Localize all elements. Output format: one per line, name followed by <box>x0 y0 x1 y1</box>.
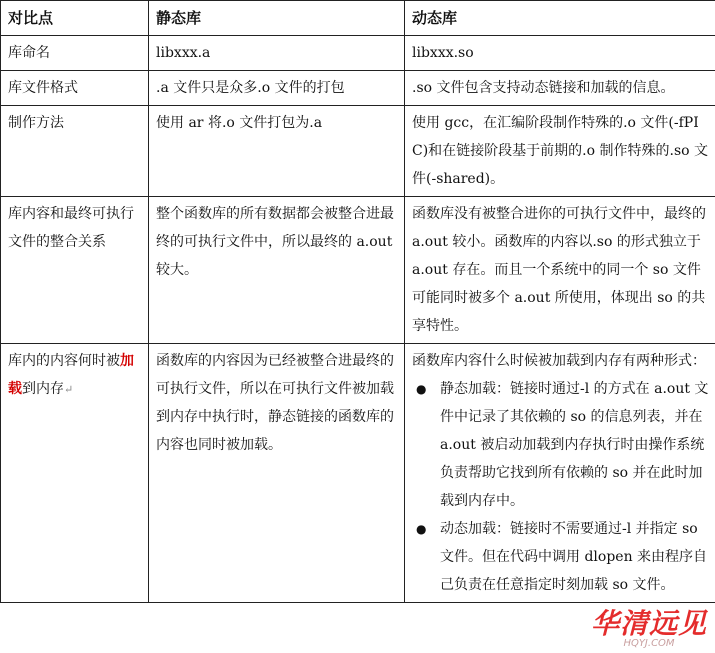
row-static: libxxx.a <box>149 36 405 71</box>
row-point: 库文件格式 <box>1 71 149 106</box>
list-item-text: 动态加载：链接时不需要通过-l 并指定 so 文件。但在代码中调用 dlopen 来由程序自己负责在任意指定时刻加载 so 文件。 <box>440 521 708 593</box>
header-static-library: 静态库 <box>149 1 405 36</box>
row-dynamic: 函数库没有被整合进你的可执行文件中，最终的 a.out 较小。函数库的内容以.so 的形式独立于 a.out 存在。而且一个系统中的同一个 so 文件可能同时被多个 a.out 所使用，体现出 so 的共享特性。 <box>405 197 715 344</box>
point-text-suffix: 到内存 <box>22 381 64 397</box>
row-dynamic <box>405 344 715 603</box>
row-static: 使用 ar 将.o 文件打包为.a <box>149 106 405 197</box>
watermark-url: HQYJ.COM <box>623 638 675 649</box>
point-text: 库内的内容何时被 <box>8 353 120 369</box>
row-static: 整个函数库的所有数据都会被整合进最终的可执行文件中，所以最终的 a.out 较大。 <box>149 197 405 344</box>
loading-modes-list <box>412 375 709 599</box>
row-dynamic: 使用 gcc，在汇编阶段制作特殊的.o 文件(-fPIC)和在链接阶段基于前期的.o 制作特殊的.so 文件(-shared)。 <box>405 106 715 197</box>
table-row <box>1 106 715 197</box>
paragraph-mark-icon: ↵ <box>64 383 74 396</box>
row-point <box>1 344 149 603</box>
row-dynamic: libxxx.so <box>405 36 715 71</box>
header-row <box>1 1 715 36</box>
bullet-icon: ● <box>416 522 427 536</box>
list-item-text: 静态加载：链接时通过-l 的方式在 a.out 文件中记录了其依赖的 so 的信息列表，并在 a.out 被启动加载到内存执行时由操作系统负责帮助它找到所有依赖的 so 并在此时加载到内存中。 <box>440 381 709 509</box>
row-point: 库内容和最终可执行文件的整合关系 <box>1 197 149 344</box>
row-point: 库命名 <box>1 36 149 71</box>
table-row <box>1 197 715 344</box>
row-dynamic: .so 文件包含支持动态链接和加载的信息。 <box>405 71 715 106</box>
header-dynamic-library: 动态库 <box>405 1 715 36</box>
header-comparison-point: 对比点 <box>1 1 149 36</box>
watermark-text: 华清远见 <box>590 607 707 640</box>
bullet-icon: ● <box>416 382 427 396</box>
row-static: 函数库的内容因为已经被整合进最终的可执行文件，所以在可执行文件被加载到内存中执行时，静态链接的函数库的内容也同时被加载。 <box>149 344 405 603</box>
row-point: 制作方法 <box>1 106 149 197</box>
highlighted-word: 加载 <box>8 353 134 397</box>
row-static: .a 文件只是众多.o 文件的打包 <box>149 71 405 106</box>
table-row <box>1 71 715 106</box>
table-row <box>1 344 715 603</box>
dynamic-intro: 函数库内容什么时候被加载到内存有两种形式： <box>412 353 706 369</box>
list-item <box>412 515 709 599</box>
watermark-logo <box>591 609 707 649</box>
list-item <box>412 375 709 515</box>
table-row <box>1 36 715 71</box>
